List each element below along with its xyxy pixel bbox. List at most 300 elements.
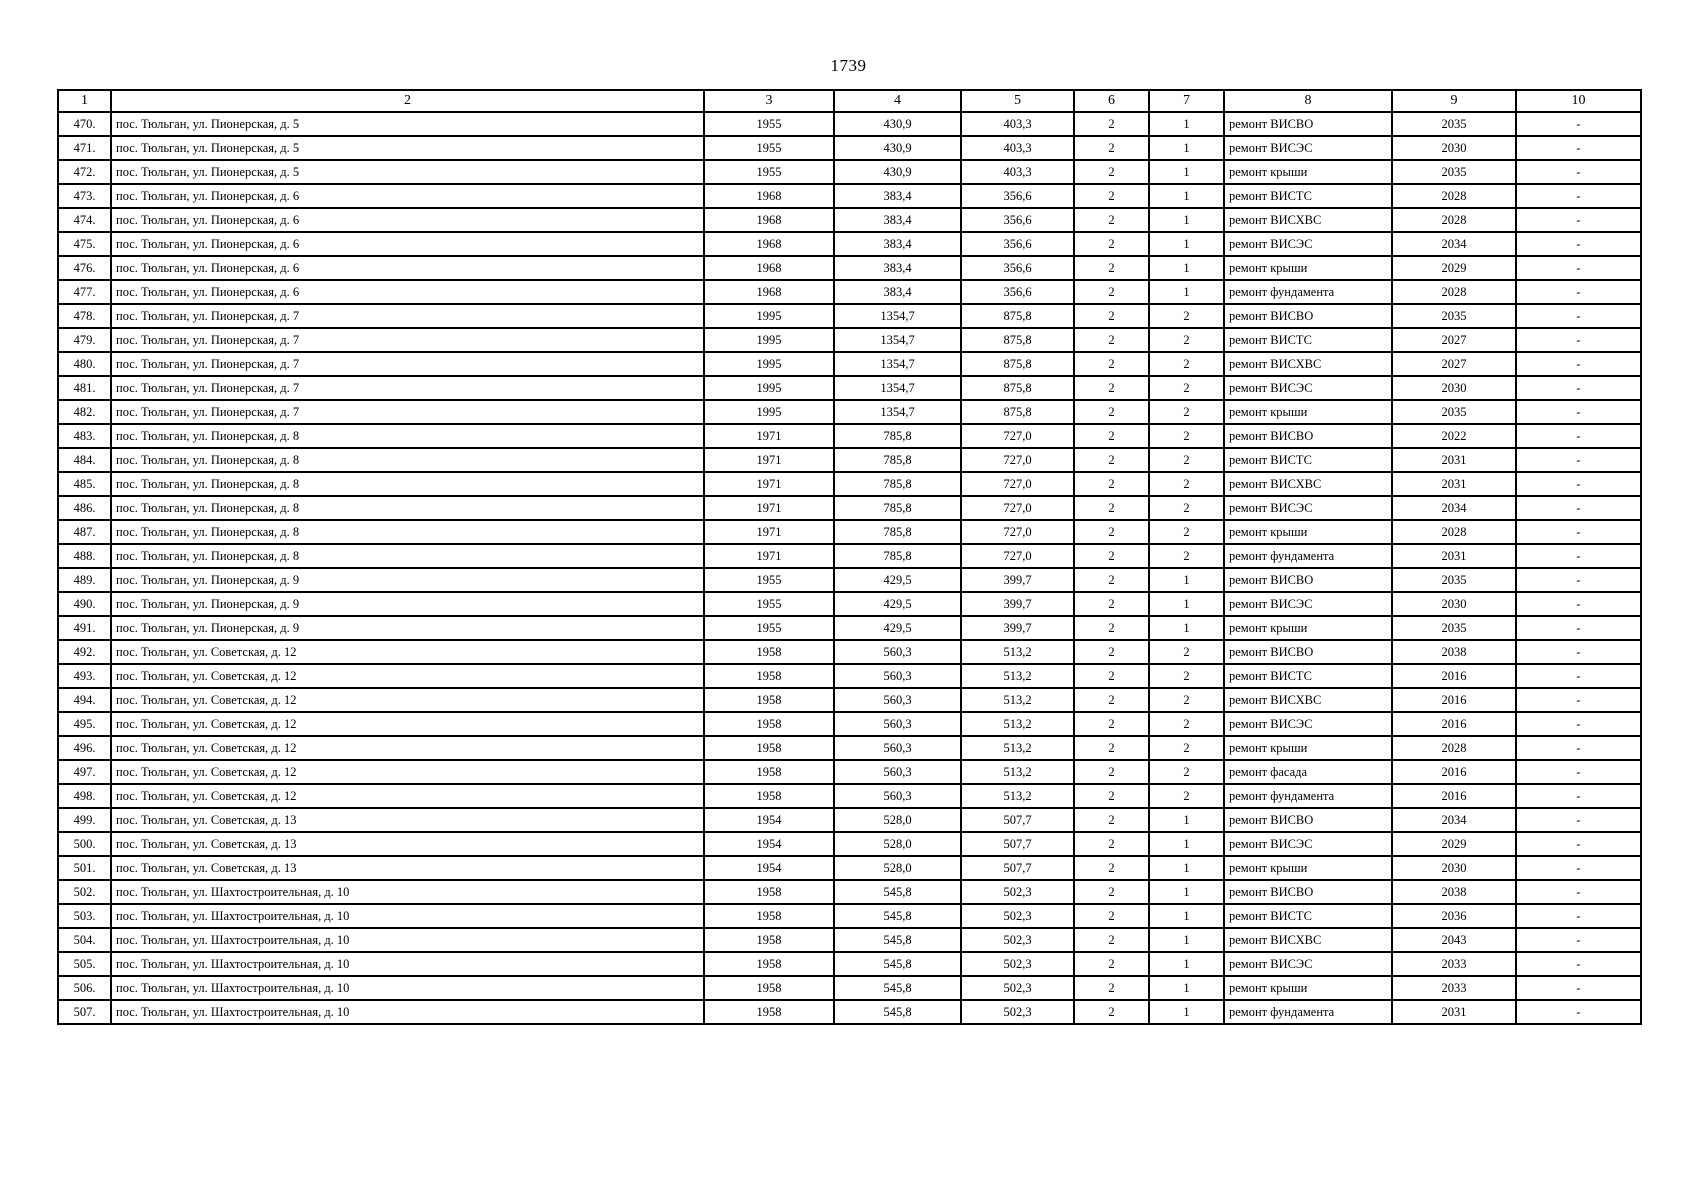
table-row: [58, 400, 1641, 424]
area-total-cell: 560,3: [834, 760, 961, 784]
table-row: [58, 880, 1641, 904]
area-total-cell: 1354,7: [834, 400, 961, 424]
table-row: [58, 928, 1641, 952]
col7-cell: 1: [1149, 232, 1224, 256]
col7-cell: 2: [1149, 736, 1224, 760]
year-cell: 1958: [704, 640, 834, 664]
planned-year-cell: 2033: [1392, 952, 1516, 976]
row-number: 476.: [58, 256, 111, 280]
table-row: [58, 424, 1641, 448]
col10-cell: -: [1516, 184, 1641, 208]
address-cell: пос. Тюльган, ул. Пионерская, д. 6: [111, 256, 704, 280]
planned-year-cell: 2029: [1392, 256, 1516, 280]
col10-cell: -: [1516, 256, 1641, 280]
column-header-1: 1: [58, 90, 111, 112]
planned-year-cell: 2034: [1392, 808, 1516, 832]
work-type-cell: ремонт крыши: [1224, 616, 1392, 640]
row-number: 488.: [58, 544, 111, 568]
area-total-cell: 560,3: [834, 640, 961, 664]
work-type-cell: ремонт крыши: [1224, 736, 1392, 760]
col10-cell: -: [1516, 448, 1641, 472]
table-row: [58, 688, 1641, 712]
year-cell: 1971: [704, 520, 834, 544]
work-type-cell: ремонт ВИСВО: [1224, 640, 1392, 664]
row-number: 499.: [58, 808, 111, 832]
col6-cell: 2: [1074, 568, 1149, 592]
planned-year-cell: 2028: [1392, 280, 1516, 304]
work-type-cell: ремонт ВИСВО: [1224, 808, 1392, 832]
work-type-cell: ремонт ВИСЭС: [1224, 232, 1392, 256]
area-total-cell: 545,8: [834, 976, 961, 1000]
col6-cell: 2: [1074, 496, 1149, 520]
address-cell: пос. Тюльган, ул. Пионерская, д. 8: [111, 448, 704, 472]
area-living-cell: 875,8: [961, 352, 1074, 376]
row-number: 492.: [58, 640, 111, 664]
area-living-cell: 875,8: [961, 328, 1074, 352]
address-cell: пос. Тюльган, ул. Пионерская, д. 6: [111, 280, 704, 304]
col6-cell: 2: [1074, 664, 1149, 688]
table-row: [58, 664, 1641, 688]
col6-cell: 2: [1074, 688, 1149, 712]
planned-year-cell: 2035: [1392, 304, 1516, 328]
year-cell: 1958: [704, 976, 834, 1000]
col7-cell: 1: [1149, 256, 1224, 280]
year-cell: 1968: [704, 184, 834, 208]
col6-cell: 2: [1074, 544, 1149, 568]
col10-cell: -: [1516, 760, 1641, 784]
year-cell: 1971: [704, 472, 834, 496]
work-type-cell: ремонт фундамента: [1224, 280, 1392, 304]
planned-year-cell: 2030: [1392, 856, 1516, 880]
address-cell: пос. Тюльган, ул. Пионерская, д. 7: [111, 328, 704, 352]
address-cell: пос. Тюльган, ул. Пионерская, д. 8: [111, 544, 704, 568]
table-row: [58, 304, 1641, 328]
table-row: [58, 328, 1641, 352]
col7-cell: 1: [1149, 928, 1224, 952]
col7-cell: 1: [1149, 1000, 1224, 1024]
area-living-cell: 502,3: [961, 928, 1074, 952]
row-number: 484.: [58, 448, 111, 472]
row-number: 472.: [58, 160, 111, 184]
table-body: [58, 112, 1641, 1024]
address-cell: пос. Тюльган, ул. Пионерская, д. 5: [111, 112, 704, 136]
row-number: 474.: [58, 208, 111, 232]
table-row: [58, 448, 1641, 472]
col6-cell: 2: [1074, 856, 1149, 880]
work-type-cell: ремонт ВИСТС: [1224, 328, 1392, 352]
col10-cell: -: [1516, 904, 1641, 928]
year-cell: 1971: [704, 496, 834, 520]
col10-cell: -: [1516, 496, 1641, 520]
planned-year-cell: 2031: [1392, 472, 1516, 496]
col6-cell: 2: [1074, 376, 1149, 400]
year-cell: 1958: [704, 736, 834, 760]
year-cell: 1954: [704, 808, 834, 832]
col6-cell: 2: [1074, 1000, 1149, 1024]
row-number: 479.: [58, 328, 111, 352]
table-row: [58, 472, 1641, 496]
planned-year-cell: 2035: [1392, 400, 1516, 424]
area-living-cell: 513,2: [961, 760, 1074, 784]
col10-cell: -: [1516, 688, 1641, 712]
row-number: 505.: [58, 952, 111, 976]
work-type-cell: ремонт ВИСЭС: [1224, 376, 1392, 400]
col10-cell: -: [1516, 928, 1641, 952]
column-header-4: 4: [834, 90, 961, 112]
col10-cell: -: [1516, 232, 1641, 256]
row-number: 473.: [58, 184, 111, 208]
planned-year-cell: 2027: [1392, 328, 1516, 352]
col10-cell: -: [1516, 136, 1641, 160]
area-total-cell: 528,0: [834, 832, 961, 856]
address-cell: пос. Тюльган, ул. Шахтостроительная, д. 10: [111, 976, 704, 1000]
area-living-cell: 399,7: [961, 592, 1074, 616]
planned-year-cell: 2031: [1392, 544, 1516, 568]
area-living-cell: 875,8: [961, 304, 1074, 328]
area-total-cell: 383,4: [834, 280, 961, 304]
year-cell: 1958: [704, 784, 834, 808]
work-type-cell: ремонт ВИСЭС: [1224, 952, 1392, 976]
year-cell: 1958: [704, 952, 834, 976]
work-type-cell: ремонт ВИСВО: [1224, 112, 1392, 136]
planned-year-cell: 2028: [1392, 736, 1516, 760]
planned-year-cell: 2016: [1392, 712, 1516, 736]
table-row: [58, 712, 1641, 736]
table-row: [58, 544, 1641, 568]
planned-year-cell: 2027: [1392, 352, 1516, 376]
col7-cell: 2: [1149, 784, 1224, 808]
row-number: 489.: [58, 568, 111, 592]
col7-cell: 2: [1149, 664, 1224, 688]
table-row: [58, 952, 1641, 976]
area-living-cell: 403,3: [961, 160, 1074, 184]
area-total-cell: 429,5: [834, 616, 961, 640]
row-number: 503.: [58, 904, 111, 928]
table-row: [58, 280, 1641, 304]
col7-cell: 2: [1149, 640, 1224, 664]
area-total-cell: 1354,7: [834, 328, 961, 352]
year-cell: 1954: [704, 832, 834, 856]
area-living-cell: 356,6: [961, 184, 1074, 208]
address-cell: пос. Тюльган, ул. Шахтостроительная, д. 10: [111, 904, 704, 928]
address-cell: пос. Тюльган, ул. Шахтостроительная, д. 10: [111, 1000, 704, 1024]
area-total-cell: 528,0: [834, 856, 961, 880]
year-cell: 1971: [704, 448, 834, 472]
area-living-cell: 875,8: [961, 400, 1074, 424]
address-cell: пос. Тюльган, ул. Пионерская, д. 9: [111, 568, 704, 592]
address-cell: пос. Тюльган, ул. Советская, д. 12: [111, 760, 704, 784]
col6-cell: 2: [1074, 976, 1149, 1000]
col10-cell: -: [1516, 112, 1641, 136]
address-cell: пос. Тюльган, ул. Пионерская, д. 8: [111, 520, 704, 544]
year-cell: 1995: [704, 400, 834, 424]
area-total-cell: 383,4: [834, 256, 961, 280]
area-total-cell: 1354,7: [834, 304, 961, 328]
col7-cell: 2: [1149, 352, 1224, 376]
row-number: 493.: [58, 664, 111, 688]
planned-year-cell: 2022: [1392, 424, 1516, 448]
address-cell: пос. Тюльган, ул. Пионерская, д. 9: [111, 592, 704, 616]
area-living-cell: 513,2: [961, 784, 1074, 808]
table-row: [58, 856, 1641, 880]
col7-cell: 1: [1149, 808, 1224, 832]
address-cell: пос. Тюльган, ул. Советская, д. 12: [111, 736, 704, 760]
col7-cell: 2: [1149, 760, 1224, 784]
col10-cell: -: [1516, 712, 1641, 736]
table-row: [58, 208, 1641, 232]
year-cell: 1958: [704, 904, 834, 928]
table-row: [58, 496, 1641, 520]
address-cell: пос. Тюльган, ул. Пионерская, д. 7: [111, 304, 704, 328]
address-cell: пос. Тюльган, ул. Советская, д. 12: [111, 688, 704, 712]
area-total-cell: 785,8: [834, 448, 961, 472]
planned-year-cell: 2038: [1392, 640, 1516, 664]
col6-cell: 2: [1074, 784, 1149, 808]
work-type-cell: ремонт фасада: [1224, 760, 1392, 784]
table-row: [58, 160, 1641, 184]
area-total-cell: 785,8: [834, 544, 961, 568]
row-number: 498.: [58, 784, 111, 808]
col6-cell: 2: [1074, 160, 1149, 184]
row-number: 486.: [58, 496, 111, 520]
work-type-cell: ремонт крыши: [1224, 976, 1392, 1000]
planned-year-cell: 2016: [1392, 760, 1516, 784]
table-row: [58, 976, 1641, 1000]
column-header-10: 10: [1516, 90, 1641, 112]
col10-cell: -: [1516, 616, 1641, 640]
planned-year-cell: 2043: [1392, 928, 1516, 952]
year-cell: 1955: [704, 616, 834, 640]
row-number: 490.: [58, 592, 111, 616]
area-living-cell: 356,6: [961, 232, 1074, 256]
table-row: [58, 112, 1641, 136]
year-cell: 1958: [704, 664, 834, 688]
repair-schedule-table: [57, 89, 1642, 1025]
work-type-cell: ремонт фундамента: [1224, 544, 1392, 568]
table-row: [58, 808, 1641, 832]
col7-cell: 2: [1149, 376, 1224, 400]
column-header-6: 6: [1074, 90, 1149, 112]
area-living-cell: 403,3: [961, 112, 1074, 136]
planned-year-cell: 2028: [1392, 520, 1516, 544]
col7-cell: 1: [1149, 616, 1224, 640]
address-cell: пос. Тюльган, ул. Шахтостроительная, д. 10: [111, 952, 704, 976]
planned-year-cell: 2016: [1392, 784, 1516, 808]
col10-cell: -: [1516, 472, 1641, 496]
col6-cell: 2: [1074, 592, 1149, 616]
col10-cell: -: [1516, 280, 1641, 304]
planned-year-cell: 2030: [1392, 592, 1516, 616]
area-total-cell: 560,3: [834, 712, 961, 736]
address-cell: пос. Тюльган, ул. Пионерская, д. 7: [111, 400, 704, 424]
row-number: 504.: [58, 928, 111, 952]
planned-year-cell: 2028: [1392, 184, 1516, 208]
area-living-cell: 502,3: [961, 976, 1074, 1000]
area-total-cell: 785,8: [834, 424, 961, 448]
col7-cell: 2: [1149, 544, 1224, 568]
work-type-cell: ремонт ВИСВО: [1224, 424, 1392, 448]
year-cell: 1968: [704, 208, 834, 232]
col6-cell: 2: [1074, 184, 1149, 208]
area-living-cell: 507,7: [961, 808, 1074, 832]
year-cell: 1968: [704, 232, 834, 256]
area-total-cell: 383,4: [834, 232, 961, 256]
year-cell: 1955: [704, 112, 834, 136]
area-total-cell: 383,4: [834, 184, 961, 208]
table-row: [58, 232, 1641, 256]
area-living-cell: 727,0: [961, 448, 1074, 472]
work-type-cell: ремонт ВИСХВС: [1224, 472, 1392, 496]
col10-cell: -: [1516, 304, 1641, 328]
col7-cell: 1: [1149, 856, 1224, 880]
table-row: [58, 736, 1641, 760]
year-cell: 1955: [704, 160, 834, 184]
col10-cell: -: [1516, 808, 1641, 832]
area-living-cell: 356,6: [961, 256, 1074, 280]
col10-cell: -: [1516, 664, 1641, 688]
work-type-cell: ремонт фундамента: [1224, 1000, 1392, 1024]
col7-cell: 2: [1149, 304, 1224, 328]
year-cell: 1995: [704, 352, 834, 376]
col10-cell: -: [1516, 160, 1641, 184]
planned-year-cell: 2035: [1392, 112, 1516, 136]
table-row: [58, 256, 1641, 280]
area-living-cell: 727,0: [961, 496, 1074, 520]
col7-cell: 1: [1149, 160, 1224, 184]
area-total-cell: 785,8: [834, 472, 961, 496]
work-type-cell: ремонт ВИСВО: [1224, 304, 1392, 328]
area-total-cell: 560,3: [834, 736, 961, 760]
table-row: [58, 136, 1641, 160]
row-number: 483.: [58, 424, 111, 448]
area-living-cell: 356,6: [961, 208, 1074, 232]
year-cell: 1955: [704, 136, 834, 160]
year-cell: 1958: [704, 712, 834, 736]
col7-cell: 2: [1149, 400, 1224, 424]
address-cell: пос. Тюльган, ул. Советская, д. 12: [111, 640, 704, 664]
address-cell: пос. Тюльган, ул. Пионерская, д. 5: [111, 136, 704, 160]
address-cell: пос. Тюльган, ул. Советская, д. 12: [111, 664, 704, 688]
table-row: [58, 904, 1641, 928]
col7-cell: 2: [1149, 688, 1224, 712]
col6-cell: 2: [1074, 712, 1149, 736]
address-cell: пос. Тюльган, ул. Советская, д. 12: [111, 712, 704, 736]
area-living-cell: 727,0: [961, 424, 1074, 448]
col10-cell: -: [1516, 592, 1641, 616]
col6-cell: 2: [1074, 520, 1149, 544]
row-number: 471.: [58, 136, 111, 160]
address-cell: пос. Тюльган, ул. Советская, д. 13: [111, 856, 704, 880]
area-living-cell: 399,7: [961, 568, 1074, 592]
area-total-cell: 429,5: [834, 568, 961, 592]
year-cell: 1971: [704, 544, 834, 568]
col7-cell: 1: [1149, 184, 1224, 208]
year-cell: 1968: [704, 280, 834, 304]
area-living-cell: 502,3: [961, 904, 1074, 928]
area-living-cell: 875,8: [961, 376, 1074, 400]
area-total-cell: 430,9: [834, 112, 961, 136]
planned-year-cell: 2016: [1392, 664, 1516, 688]
col6-cell: 2: [1074, 232, 1149, 256]
table-row: [58, 352, 1641, 376]
planned-year-cell: 2028: [1392, 208, 1516, 232]
col6-cell: 2: [1074, 136, 1149, 160]
planned-year-cell: 2030: [1392, 136, 1516, 160]
area-total-cell: 545,8: [834, 880, 961, 904]
area-living-cell: 507,7: [961, 856, 1074, 880]
col7-cell: 1: [1149, 952, 1224, 976]
col6-cell: 2: [1074, 256, 1149, 280]
year-cell: 1971: [704, 424, 834, 448]
planned-year-cell: 2016: [1392, 688, 1516, 712]
work-type-cell: ремонт ВИСХВС: [1224, 208, 1392, 232]
area-living-cell: 507,7: [961, 832, 1074, 856]
table-row: [58, 520, 1641, 544]
col7-cell: 1: [1149, 592, 1224, 616]
row-number: 477.: [58, 280, 111, 304]
row-number: 497.: [58, 760, 111, 784]
planned-year-cell: 2031: [1392, 1000, 1516, 1024]
area-total-cell: 785,8: [834, 496, 961, 520]
address-cell: пос. Тюльган, ул. Пионерская, д. 6: [111, 184, 704, 208]
col10-cell: -: [1516, 568, 1641, 592]
col7-cell: 2: [1149, 712, 1224, 736]
year-cell: 1968: [704, 256, 834, 280]
work-type-cell: ремонт крыши: [1224, 160, 1392, 184]
col6-cell: 2: [1074, 112, 1149, 136]
row-number: 496.: [58, 736, 111, 760]
row-number: 507.: [58, 1000, 111, 1024]
table-row: [58, 832, 1641, 856]
row-number: 480.: [58, 352, 111, 376]
year-cell: 1995: [704, 304, 834, 328]
row-number: 482.: [58, 400, 111, 424]
col6-cell: 2: [1074, 280, 1149, 304]
table-row: [58, 640, 1641, 664]
planned-year-cell: 2036: [1392, 904, 1516, 928]
col10-cell: -: [1516, 952, 1641, 976]
year-cell: 1995: [704, 376, 834, 400]
address-cell: пос. Тюльган, ул. Пионерская, д. 5: [111, 160, 704, 184]
table-row: [58, 1000, 1641, 1024]
area-living-cell: 502,3: [961, 1000, 1074, 1024]
address-cell: пос. Тюльган, ул. Пионерская, д. 8: [111, 496, 704, 520]
col6-cell: 2: [1074, 472, 1149, 496]
col10-cell: -: [1516, 376, 1641, 400]
year-cell: 1958: [704, 1000, 834, 1024]
year-cell: 1958: [704, 760, 834, 784]
year-cell: 1958: [704, 928, 834, 952]
col6-cell: 2: [1074, 640, 1149, 664]
year-cell: 1954: [704, 856, 834, 880]
address-cell: пос. Тюльган, ул. Шахтостроительная, д. 10: [111, 928, 704, 952]
col7-cell: 1: [1149, 112, 1224, 136]
work-type-cell: ремонт ВИСЭС: [1224, 136, 1392, 160]
col6-cell: 2: [1074, 928, 1149, 952]
year-cell: 1958: [704, 880, 834, 904]
page-number: 1739: [830, 56, 867, 75]
work-type-cell: ремонт ВИСЭС: [1224, 592, 1392, 616]
col10-cell: -: [1516, 856, 1641, 880]
address-cell: пос. Тюльган, ул. Советская, д. 13: [111, 832, 704, 856]
row-number: 481.: [58, 376, 111, 400]
address-cell: пос. Тюльган, ул. Пионерская, д. 6: [111, 232, 704, 256]
col10-cell: -: [1516, 736, 1641, 760]
area-living-cell: 513,2: [961, 736, 1074, 760]
col6-cell: 2: [1074, 808, 1149, 832]
area-living-cell: 502,3: [961, 880, 1074, 904]
address-cell: пос. Тюльган, ул. Пионерская, д. 9: [111, 616, 704, 640]
